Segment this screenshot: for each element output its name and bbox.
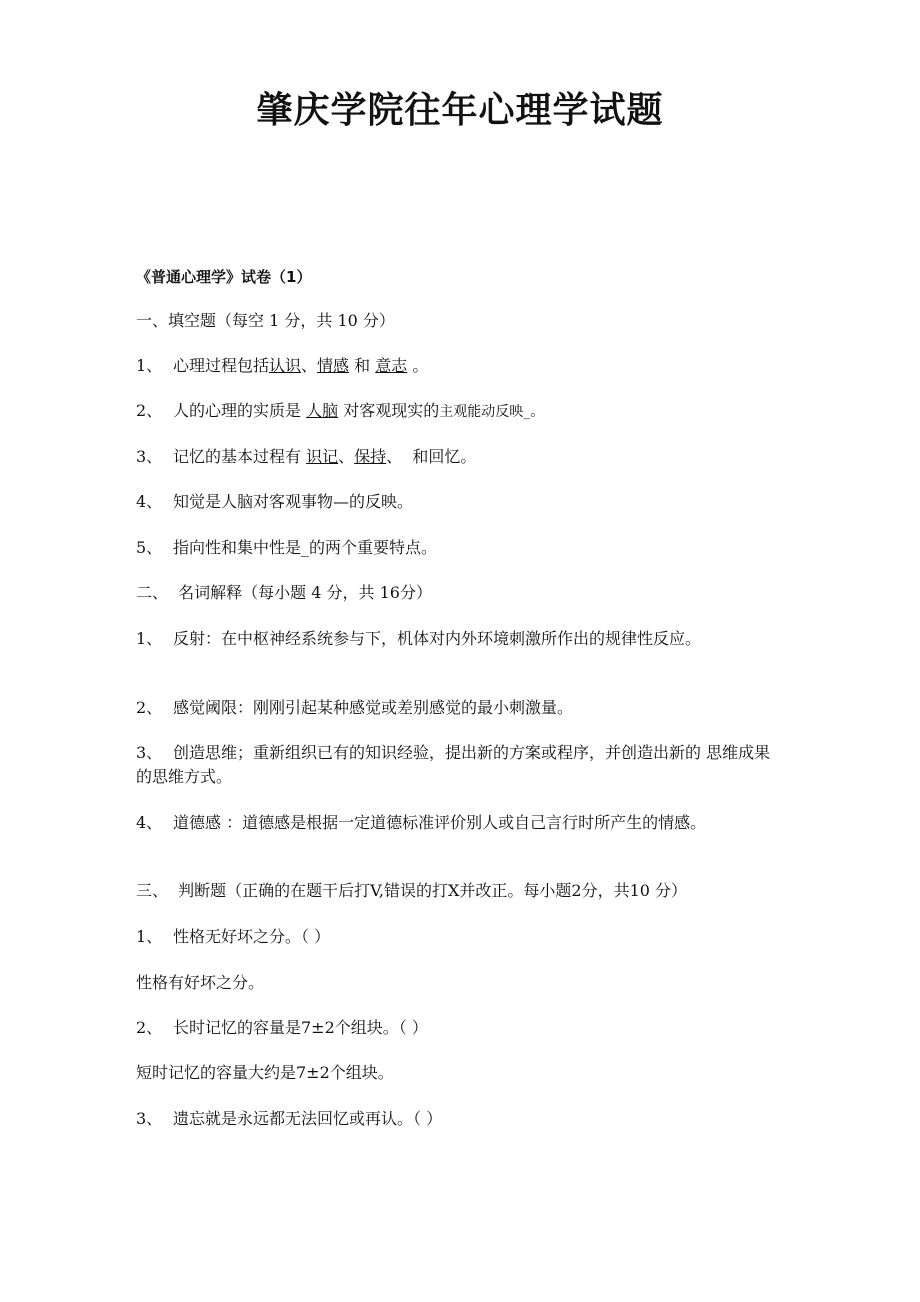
- question-text: 指向性和集中性是_的两个重要特点。: [173, 538, 438, 557]
- answer-blank: 保持: [354, 447, 387, 466]
- s3-answer-1: 性格有好坏之分。: [136, 973, 265, 992]
- s3-question-1: [136, 926, 330, 948]
- question-number: 3、: [136, 447, 163, 466]
- question-number: 2、: [136, 698, 163, 717]
- question-text: 道德感 ：道德感是根据一定道德标准评价别人或自己言行时所产生的情感。: [173, 813, 707, 832]
- question-text: 记忆的基本过程有: [173, 447, 307, 466]
- s3-answer-2: 短时记忆的容量大约是7±2个组块。: [136, 1063, 394, 1082]
- question-text: 、 和回忆。: [386, 447, 477, 466]
- section-2-heading: 二、 名词解释（每小题 4 分，共 16分）: [136, 583, 432, 602]
- answer-blank: 情感: [317, 356, 350, 375]
- s3-question-2: [136, 1017, 428, 1039]
- exam-title: 《普通心理学》试卷（1）: [136, 268, 312, 286]
- section-3-heading: 三、 判断题（正确的在题干后打V,错误的打X并改正。每小题2分，共10 分）: [136, 881, 688, 900]
- s2-question-1: [136, 627, 776, 651]
- question-text: 知觉是人脑对客观事物—的反映。: [173, 492, 414, 511]
- question-number: 3、: [136, 743, 163, 762]
- question-number: 4、: [136, 492, 163, 511]
- question-text: 和: [349, 356, 376, 375]
- question-number: 5、: [136, 538, 163, 557]
- question-text: 遗忘就是永远都无法回忆或再认。（ ）: [173, 1109, 443, 1128]
- s2-question-2: [136, 697, 573, 719]
- s2-question-3: [136, 741, 776, 789]
- section-1-heading: 一、填空题（每空 1 分，共 10 分）: [136, 311, 395, 330]
- question-number: 3、: [136, 1109, 163, 1128]
- answer-blank: 意志: [375, 356, 408, 375]
- s1-question-3: [136, 446, 476, 468]
- s1-question-1: [136, 355, 428, 377]
- question-number: 2、: [136, 1018, 163, 1037]
- s1-question-2: [136, 400, 544, 423]
- document-title: 肇庆学院往年心理学试题: [256, 90, 664, 131]
- answer-blank: 认识: [269, 356, 302, 375]
- question-text: 性格无好坏之分。（ ）: [173, 927, 331, 946]
- s3-question-3: [136, 1108, 442, 1130]
- question-text: 、: [338, 447, 355, 466]
- s2-question-4: [136, 811, 776, 835]
- question-number: 1、: [136, 356, 163, 375]
- question-text: 对客观现实的: [338, 401, 440, 420]
- question-number: 1、: [136, 629, 163, 648]
- question-text: 、: [301, 356, 318, 375]
- question-text: 创造思维；重新组织已有的知识经验，提出新的方案或程序，并创造出新的 思维成果的思维方式。: [136, 743, 771, 786]
- question-text: 。: [407, 356, 429, 375]
- question-number: 2、: [136, 401, 163, 420]
- question-text: 反射：在中枢神经系统参与下，机体对内外环境刺激所作出的规律性反应。: [173, 629, 702, 648]
- question-text: 心理过程包括: [173, 356, 270, 375]
- s1-question-5: [136, 537, 437, 559]
- question-text: 长时记忆的容量是7±2个组块。（ ）: [173, 1018, 428, 1037]
- question-text: 人的心理的实质是: [173, 401, 307, 420]
- question-number: 4、: [136, 813, 163, 832]
- answer-text: 主观能动反映_。: [439, 404, 545, 420]
- question-number: 1、: [136, 927, 163, 946]
- question-text: 感觉阈限：刚刚引起某种感觉或差别感觉的最小刺激量。: [173, 698, 574, 717]
- s1-question-4: [136, 491, 413, 513]
- answer-blank: 人脑: [306, 401, 339, 420]
- answer-blank: 识记: [306, 447, 339, 466]
